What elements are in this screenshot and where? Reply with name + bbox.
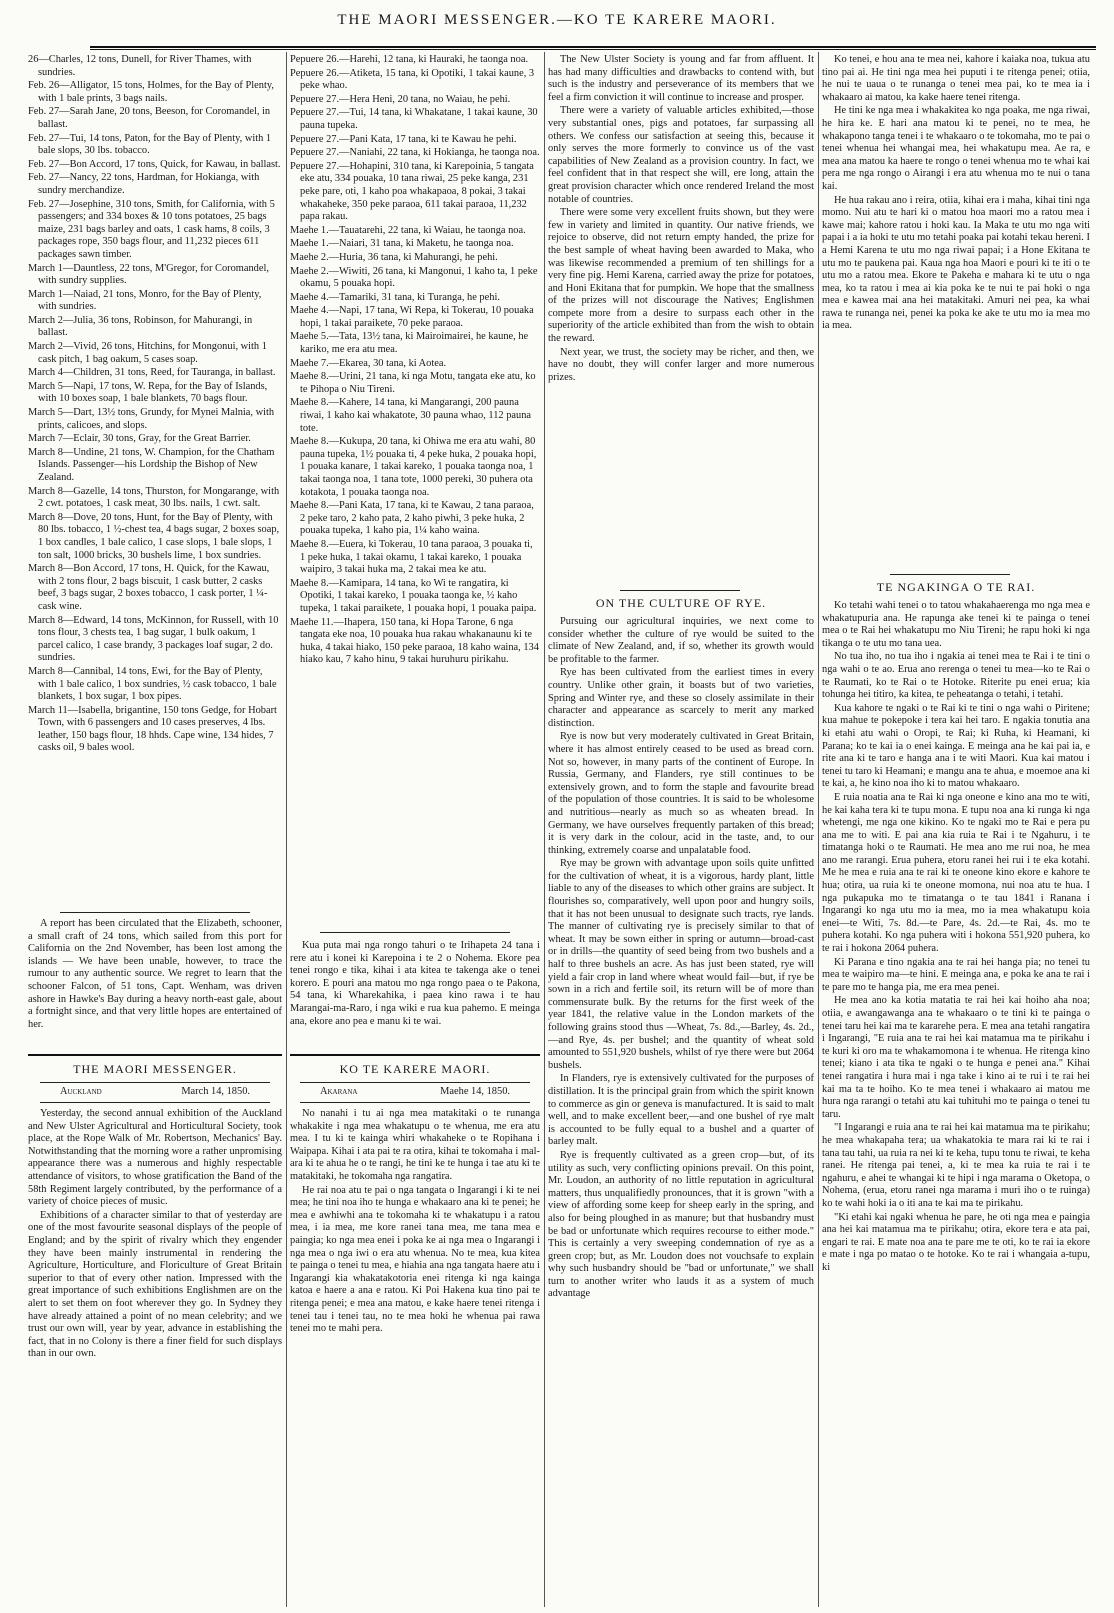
masthead-rule	[40, 1082, 270, 1083]
paragraph: Maehe 8.—Pani Kata, 17 tana, ki te Kawau, 2 tana paraoa, 2 peke taro, 2 kaho pata, 2 kaho piwhi, 3 peke huka, 2 pouaka tupeka, 1 kaho pia, 1¼ kaho waina.	[290, 500, 534, 537]
paragraph: In Flanders, rye is extensively cultivated for the purposes of distillation. It is the principal grain from which the spirit known to commerce as gin or geneva is manufactured. It is said to malt well, and to make excellent beer,—and one bushel of rye malt is accounted to be fully equal to a bushel and a quarter of barley malt.	[548, 1073, 814, 1148]
paragraph: Feb. 27—Bon Accord, 17 tons, Quick, for Kawau, in ballast.	[28, 158, 281, 170]
paragraph: Pepuere 26.—Atiketa, 15 tana, ki Opotiki, 1 takai kaune, 3 peke whao.	[290, 67, 535, 92]
paragraph: He rai noa atu te pai o nga tangata o Ingarangi i ki te nei mea; he tini noa iho te hunga e whakaaro ana ki te penei; he mea e awhiwhi ana te tokomaha ki te whakatupu i a ratou mea, i ia mea, me kore ranei tana mea, me tana mea e paingia; ko nga mea enei i poka ke ai nga mea o Ingarangi i nga mea o nga iwi o era atu whenua. No te mea, kua kitea te painga o tenei tu mea, e hiahia ana nga tangata haere atu i Ingarangi kia whakatakotoria enei ritenga ki nga kainga katoa e haere a ana e ratou. Ki Poi Hakena kua tino pai te ritenga penei; e mea ana matou, e kake haere tenei ritenga i tenei tau i tenei tau, no te mea hoki he whenua pai rawa tenei mo te mahi pera.	[290, 1184, 540, 1335]
paragraph: Maehe 5.—Tata, 13½ tana, ki Mairoimairei, he kaune, he kariko, me era atu mea.	[290, 331, 529, 356]
editorial-maori-part2	[822, 54, 1090, 584]
section-rule	[620, 590, 740, 591]
paragraph: March 8—Gazelle, 14 tons, Thurston, for Mongarange, with 2 cwt. potatoes, 1 cask meat, 30 lbs. nails, 1 cwt. salt.	[28, 485, 280, 510]
paragraph: Maehe 1.—Tauatarehi, 22 tana, ki Waiau, he taonga noa.	[290, 224, 526, 236]
paragraph: March 8—Edward, 14 tons, McKinnon, for Russell, with 10 tons flour, 3 chests tea, 1 bag sugar, 1 bulk oakum, 1 parcel calico, 1 case brandy, 3 packages loaf sugar, 2 do. sundries.	[28, 614, 279, 664]
paragraph: 26—Charles, 12 tons, Dunell, for River Thames, with sundries.	[28, 54, 252, 78]
paragraph: Feb. 27—Josephine, 310 tons, Smith, for California, with 5 passengers; and 334 boxes & 10 tons potatoes, 25 bags maize, 231 bags barley and oats, 1 cask hams, 8 coils, 3 packages rope, 350 bags flour, and 11,232 pieces 611 packages sawn timber.	[28, 198, 275, 260]
paragraph: March 8—Bon Accord, 17 tons, H. Quick, for the Kawau, with 2 tons flour, 2 bags biscuit, 1 cask butter, 2 casks beef, 3 bags sugar, 2 boxes tobacco, 1 cask porter, 1 ¼-cask wine.	[28, 563, 270, 612]
paragraph: Pepuere 27.—Naniahi, 22 tana, ki Hokianga, he taonga noa.	[290, 147, 540, 159]
masthead-rule	[290, 1054, 540, 1056]
maori-dateline	[320, 1086, 510, 1097]
masthead-rule	[300, 1102, 530, 1103]
paragraph: He hua rakau ano i reira, otiia, kihai era i maha, kihai tini nga momo. Nui atu te hari ki o matou hoa maori mo a ratou mea i kawe mai; kahore ratou i hoki kau. Ia Maka te utu mo nga witi papai i a ia hoki te utu mo tetahi poaka pai kotahi tekau hereni. I a Hemi Karena te utu mo nga riwai papai; i a Hone Ekitana te utu mo te paukena pai. Kaua nga hoa Maori e pouri ki te iti o te utu mo a ratou mea. Ekore te Pakeha e mahara ki te utu o nga mea, ko ta ratou i mea ai kia poka ke te nui te pai hoki o nga mea e kawea mai ana hei matakitaki. Amuri nei pea, ka whai rawa te runanga nei, penei ka poka ke ake te utu mo ia mea mo ia mea.	[822, 194, 1090, 332]
paragraph: Pepuere 27.—Hohapini, 310 tana, ki Karepoinia, 5 tangata eke atu, 334 pouaka, 10 tana riwai, 25 peke kanga, 231 peke pare, oti, 1 kaho poa whakapaoa, 8 pokai, 3 takai whakaheke, 350 peke paraoa, 611 takai paraoa, 11,232 papa rakau.	[290, 160, 534, 223]
paragraph: Maehe 1.—Naiari, 31 tana, ki Maketu, he taonga noa.	[290, 238, 514, 250]
section-rule	[890, 574, 1010, 575]
editorial-maori-part1	[290, 1108, 540, 1608]
report-maori	[290, 940, 540, 1046]
paragraph: Feb. 27—Tui, 14 tons, Paton, for the Bay of Plenty, with 1 bale slops, 30 lbs. tobacco.	[28, 132, 272, 157]
paragraph: March 2—Vivid, 26 tons, Hitchins, for Mongonui, with 1 cask pitch, 1 bag oakum, 5 cases soap.	[28, 341, 267, 365]
paragraph: Feb. 27—Sarah Jane, 20 tons, Beeson, for Coromandel, in ballast.	[28, 106, 271, 130]
paragraph: Feb. 27—Nancy, 22 tons, Hardman, for Hokianga, with sundry merchandize.	[28, 172, 260, 196]
paragraph: Rye is now but very moderately cultivated in Great Britain, where it has almost entirely ceased to be used as bread corn. Not so, however, in many parts of the continent of Europe. In Russia, Germany, and Flanders, rye still continues to be extensively grown, and to form the staple and favourite bread of the population of those countries. It is said to be wholesome and nutritious—nearly as much so as wheaten bread. In Germany, we have ourselves frequently partaken of this bread; it is very dark in the colour, acid in the taste, and, to our thinking, extremely coarse and unpalatable food.	[548, 731, 814, 856]
section-rule	[320, 932, 510, 933]
paragraph: March 2—Julia, 36 tons, Robinson, for Mahurangi, in ballast.	[28, 314, 253, 339]
paragraph: Maehe 8.—Urini, 21 tana, ki nga Motu, tangata eke atu, ko te Pihopa o Niu Tireni.	[290, 371, 536, 395]
rye-english-heading: ON THE CULTURE OF RYE.	[595, 596, 767, 610]
masthead-rule	[40, 1102, 270, 1103]
column-divider	[286, 52, 287, 1607]
paragraph: Ki Parana e tino ngakia ana te rai hei hanga pia; no tenei tu mea te waipiro ma—te hini. E meinga ana, e poka ke ana te rai i te pare mo te hanga pia, me era mea penei.	[822, 956, 1090, 993]
paragraph: Rye may be grown with advantage upon soils quite unfitted for the cultivation of wheat, it is a vigorous, hardy plant, little liable to any of the diseases to which other grains are subject. It flourishes so, comparatively, well upon poor and hungry soils, that it has not been unusual to designate such tracts, rye lands. The manner of cultivating rye is precisely similar to that of wheat. It may be sown either in spring or autumn—broad-cast or in drills—the quantity of seed being from two bushels and a half to three bushels an acre. As has just been stated, rye will yield a fair crop in land where wheat would fail—but, if rye be sown in a rich and fertile soil, its return will be of more than commensurate bulk. By the returns for the first week of the year 1841, the relative value in the London markets of the following grains stood thus —Wheat, 7s. 8d.,—Barley, 4s. 2d.,—and Rye, 4s. per bushel; and the quantity of wheat sold amounted to 551,920 bushels, whilst of rye there were but 2064 bushels.	[548, 858, 814, 1071]
shipping-list-maori	[290, 54, 540, 900]
paragraph: March 1—Naiad, 21 tons, Monro, for the Bay of Plenty, with sundries.	[28, 288, 262, 313]
english-dateline	[60, 1086, 250, 1097]
english-masthead-title: THE MAORI MESSENGER.	[73, 1062, 237, 1076]
paragraph: There were some very excellent fruits shown, but they were few in variety and limited in quantity. Our native friends, we rejoice to observe, did not return empty handed, the prize for the best sample of wheat having been awarded to Maka, who was likewise recommended a premium of ten shillings for a very fine pig. Hemi Karena, carried away the prize for potatoes, and Honi Ekitana that for pumpkin. We hope that the smallness of the prizes will not discourage the Natives; Englishmen compete more from a desire to surpass each other in the superiority of the article exhibited than from the wish to obtain the reward.	[548, 207, 814, 345]
paragraph: Maehe 7.—Ekarea, 30 tana, ki Aotea.	[290, 357, 447, 369]
paragraph: Ko tetahi wahi tenei o to tatou whakahaerenga mo nga mea e whakatupuria ana. He rapunga ake tenei ki te painga o tenei mea o te Rai hei whakatupu mo Niu Tireni; he rapu hoki ki nga tikanga o te utu mo tana uea.	[822, 600, 1090, 649]
paragraph: The New Ulster Society is young and far from affluent. It has had many difficulties and drawbacks to contend with, but such is the industry and perseverance of its members that we feel a firm conviction it will continue to increase and prosper.	[548, 54, 814, 103]
paragraph: Pursuing our agricultural inquiries, we next come to consider whether the culture of rye would be suited to the climate of New Zealand, and, if so, whether its growth would be profitable to the farmer.	[548, 616, 814, 665]
paragraph: No tua iho, no tua iho i ngakia ai tenei mea te Rai i te tini o nga wahi o te ao. Erua ano rerenga o tenei tu mea—ko te Rai o te Raumati, ko te Rai o te Hotoke. Riterite pu enei erua; kia tohunga hei titiro, ka kitea, te peheatanga o tetahi, i tetahi.	[822, 651, 1090, 701]
column-divider	[544, 52, 545, 1607]
paragraph: March 8—Cannibal, 14 tons, Ewi, for the Bay of Plenty, with 1 bale calico, 1 box sundries, ½ cask tobacco, 1 bale blankets, 1 box sugar, 1 box pipes.	[28, 665, 277, 703]
paragraph: Maehe 8.—Kamipara, 14 tana, ko Wi te rangatira, ki Opotiki, 1 takai kareko, 1 pouaka taonga ke, ½ kaho tupeka, 1 takai paraikete, 1 pouaka hopi, 1 pouaka paipa.	[290, 577, 537, 614]
page-header	[0, 6, 1114, 46]
masthead-rule	[28, 1054, 282, 1056]
paragraph: Rye is frequently cultivated as a green crop—but, of its utility as such, very conflicting opinions prevail. On this point, Mr. Loudon, an authority of no little reputation in agricultural matters, thus unqualifiedly pronounces, that it is grown "with a view of affording some keep for sheep early in the spring, and also for being ploughed in as manure; but that husbandry must be bad or unfortunate which requires recourse to either mode." This is certainly a very sweeping condemnation of rye as a green crop; but, as Mr. Loudon does not vouchsafe to explain why such husbandry should be "bad or unfortunate," we shall turn to another writer who lauds it as a system of much advantage	[548, 1149, 814, 1300]
paragraph: "Ki etahi kai ngaki whenua he pare, he oti nga mea e paingia ana hei kai matamua ma te pirikahu; otira, ekore tera e ata pai, engari te rai. E mate noa ana te pare me te oti, ko te rai ia ekore e mate i nga po matao o te hotoke. Ko te rai i whangaia a-tupu, ki	[822, 1211, 1090, 1273]
maori-masthead-title: KO TE KARERE MAORI.	[339, 1062, 491, 1076]
editorial-english-part2	[548, 54, 814, 584]
paragraph: E ruia noatia ana te Rai ki nga oneone e kino ana mo te witi, he kai kaha tera ki te tupu mona. E tupu noa ana ki runga ki nga whetengi, me nga one kikino. Ko te ngaki mo te Rai e pera pu ana me to witi. E pai ana kia ruia te Rai i te Ngahuru, i te timatanga hoki o te Raumati. He mea ano me rui noa, he mea ano me rarangi. Erua puhera, etoru ranei hei rui i te eka kotahi. Me he mea e ruia ana te rai ki te oneone kino ekore e kahore te hua; otira, ua ruia ki te oneone momona, nui noa atu te hua. I nga pukapuka mo te timatanga o te tau 1841 i Ranana i Ingarangi ko nga utu mo ia mea, mo ia mea whakatupu koia enei—te Witi, 7s. 8d.—te Pare, 4s. 2d.—te Rai, 4s. mo te puhera kotahi. Ko nga puhera witi i hokona 551,920 puhera, ko te rai i hokona 2064 puhera.	[822, 791, 1090, 955]
masthead-rule	[300, 1082, 530, 1083]
paragraph: Next year, we trust, the society may be richer, and then, we have no doubt, they will confer larger and more numerous prizes.	[548, 346, 814, 383]
paragraph: March 8—Undine, 21 tons, W. Champion, for the Chatham Islands. Passenger—his Lordship the Bishop of New Zealand.	[28, 446, 275, 483]
paragraph: Maehe 11.—Ihapera, 150 tana, ki Hopa Tarone, 6 nga tangata eke noa, 10 pouaka hua rakau whakanaunu ki te huka, 4 takai hiako, 150 peke paraoa, 18 kaho waina, 134 hiako kau, 7 kaho hinu, 9 takai huruhuru pirikahu.	[290, 616, 539, 666]
report-english-text: A report has been circulated that the Elizabeth, schooner, a small craft of 24 tons, which sailed from this port for California on the 2nd November, has been lost among the islands — We have been unable, however, to trace the rumour to any authentic source. We regret to learn that the schooner Falcon, of 51 tons, Capt. Wenham, was driven ashore in Hawke's Bay during a heavy north-east gale, about a fortnight since, and that very little hopes are entertained of her.	[28, 918, 282, 1030]
rye-article-maori	[822, 600, 1090, 1608]
paragraph: Exhibitions of a character similar to that of yesterday are one of the most favourite seasonal displays of the people of England; and by the spirit of rivalry which they engender they have been mainly instrumental in rendering the Agriculture, Horticulture, and Floriculture of Great Britain superior to that of every other nation. Impressed with the great importance of such exhibitions Englishmen are on the alert to set them on foot wherever they go. In Sydney they have already attained a point of no mean celebrity; and we trust our own will, year by year, advance in establishing the fact, that in no Colony is there a finer field for such displays than in our own.	[28, 1209, 282, 1360]
paragraph: Kua kahore te ngaki o te Rai ki te tini o nga wahi o Piritene; kua mahue te pokepoke i tera kai hei taro. E ngakia tonutia ana ki etahi atu wahi o Oropi, te Rai; ki Ruha, ki Heamani, ki Parana; ko te kai ia o enei kainga. E meinga ana he kai pai ia, e rite ana ki te taro e hanga ana i te witi Maori. Kua kai matou i tenei tu taro ki Heamani; e mangu ana te ahua, e moemoe ana ki te kai, a, he kino noa iho ki to matou whakaaro.	[822, 702, 1090, 790]
paragraph: "I Ingarangi e ruia ana te rai hei kai matamua ma te pirikahu; he mea whakapaha tera; ua whakatokia te mara rai ki te rai i tana tau tahi, ua ruia ra nei ki te keha, tupu tonu te riwai, te keha ranei. He ritenga pai tenei, a, ki te mea ka ruia te rai i te ngahuru, e ahei te whangai ki te hipi i nga marama o Oketopa, o Nohema, (erua, etoru ranei nga marama i muri iho o te ruinga) ko te wahi hoki ia o iti ana te kai ma te pirikahu.	[822, 1122, 1090, 1209]
english-dateline-date: March 14, 1850.	[181, 1086, 250, 1097]
paragraph: March 8—Dove, 20 tons, Hunt, for the Bay of Plenty, with 80 lbs. tobacco, 1 ½-chest tea, 4 bags sugar, 2 boxes soap, 1 box candles, 1 bale calico, 1 case slops, 1 bale slops, 1 ton salt, 1000 bricks, 30 bushels lime, 1 box sundries.	[28, 511, 280, 561]
english-dateline-place: Auckland	[60, 1086, 102, 1097]
paragraph: Ko tenei, e hou ana te mea nei, kahore i kaiaka noa, tukua atu tino pai ai. He tini nga mea hei puputi i te ritenga penei; otiia, he nui te uaua o te runanga o tenei mea pai, ko te mea ia i whakaaro ai matou, ka kake haere tenei ritenga.	[822, 54, 1090, 103]
editorial-english-part1	[28, 1108, 282, 1608]
paragraph: Pepuere 26.—Harehi, 12 tana, ki Hauraki, he taonga noa.	[290, 54, 529, 65]
paragraph: Pepuere 27.—Tui, 14 tana, ki Whakatane, 1 takai kaune, 30 pauna tupeka.	[290, 107, 538, 131]
paragraph: March 7—Eclair, 30 tons, Gray, for the Great Barrier.	[28, 433, 251, 445]
header-rule	[90, 46, 1096, 48]
paragraph: March 1—Dauntless, 22 tons, M'Gregor, for Coromandel, with sundry supplies.	[28, 262, 269, 287]
paragraph: Maehe 8.—Kukupa, 20 tana, ki Ohiwa me era atu wahi, 80 pauna tupeka, 1½ pouaka ti, 4 peke huka, 2 pouaka hopi, 1 pouaka kanare, 1 takai kareko, 1 pouaka taonga noa, 1 takai taonga noa, 1 tana tote, 1000 pereki, 30 puhera ota kotakota, 1 pouaka taonga noa.	[290, 436, 537, 498]
section-rule	[60, 912, 250, 913]
paragraph: Maehe 2.—Huria, 36 tana, ki Mahurangi, he pehi.	[290, 251, 498, 263]
paragraph: He mea ano ka kotia matatia te rai hei kai hoiho aha noa; otiia, e awangawanga ana te whakaaro o te tini ki te painga o tenei taru hei kai ma te kararehe pera. E mea ana tetahi rangatira i Ingarangi, "E ruia ana te rai hei kai matamua ma te pirikahu i te kuri ki oro ma te whakamomona i te whenua. He ritenga kino tenei; kiano i ata tika te ngaki o te hunga e penei ana." Kihai tenei rangatira i hura mai i nga take i kino ai te rui i te rai hei kai ma ta te hoiho. Ko te mea tenei i whakaaro ai matou me hura nga rarangi o tetahi atu kai tuhituhi mo te painga o tenei tu taru.	[822, 995, 1090, 1120]
paragraph: Maehe 4.—Napi, 17 tana, Wi Repa, ki Tokerau, 10 pouaka hopi, 1 takai paraikete, 70 peke paraoa.	[290, 305, 534, 329]
paragraph: March 11—Isabella, brigantine, 150 tons Gedge, for Hobart Town, with 6 passengers and 10 cases preserves, 4 lbs. leather, 150 bags flour, 18 hhds. Cape wine, 134 hides, 7 casks oil, 9 bales wool.	[28, 704, 277, 754]
paragraph: There were a variety of valuable articles exhibited,—those very substantial ones, pigs and potatoes, far surpassing all others. We confess our satisfaction at seeing this, because it only serves the more formerly to convince us of the vast capabilities of New Zealand as a provision country. In fact, we feel confident that in that respect she will, ere long, attain the great provision character which once rendered Ireland the most notable of countries.	[548, 105, 814, 205]
header-rule-thin	[90, 49, 1096, 50]
paragraph: March 5—Napi, 17 tons, W. Repa, for the Bay of Islands, with 10 boxes soap, 1 bale blankets, 70 bags flour.	[28, 380, 268, 405]
paragraph: Pepuere 27.—Hera Heni, 20 tana, no Waiau, he pehi.	[290, 93, 511, 105]
paragraph: He tini ke nga mea i whakakitea ko nga poaka, me nga riwai, he hira ke. E hari ana matou ki te penei, no te mea, he whakapono tanga tenei i te whakaaro o te tokomaha, mo te pai o tenei whenua hei whangai mea, hei whakatupu mea. Ae ra, e mea ana matou ka haere te rongo o tenei whenua mo te whai kai pera me nga rongo o Airangi i era atu whenua mo te nui o tana kai.	[822, 105, 1090, 192]
paragraph: No nanahi i tu ai nga mea matakitaki o te runanga whakakite i nga mea whakatupu o te whenua, me era atu mea. I tu ki te kainga whiri whakaheke o te Ropihana i Waipapa. Kihai i ata pai te ra otira, kihai te tokomaha i mal-ara ki te ahua he o te rangi, he tini ke te hunga i tae atu ki te matakitaki, he tokomaha nga rangatira.	[290, 1108, 540, 1182]
column-divider	[818, 52, 819, 1607]
paragraph: March 5—Dart, 13½ tons, Grundy, for Mynei Malnia, with prints, calicoes, and slops.	[28, 407, 275, 431]
paragraph: Maehe 4.—Tamariki, 31 tana, ki Turanga, he pehi.	[290, 291, 500, 303]
running-title: THE MAORI MESSENGER.—KO TE KARERE MAORI.	[337, 12, 777, 28]
report-maori-text: Kua puta mai nga rongo tahuri o te Irihapeta 24 tana i rere atu i konei ki Karepoina i te 2 o Nohema. Ekore pea tenei rongo e tika, kihai i ata kitea te takenga ake o tenei korero. E pouri ana matou mo nga rongo paea o te Pakona, 54 tana, ki Wharekahika, i paea kino rawa i te hau Marangai-ma-Raro, i nga wiki e rua kua pahemo. E meinga ana, ekore ano pea e manu ki te wai.	[290, 940, 540, 1027]
report-english	[28, 918, 282, 1046]
paragraph: Maehe 8.—Kahere, 14 tana, ki Mangarangi, 200 pauna riwai, 1 kaho kai whakatote, 30 pauna whao, 112 pauna tote.	[290, 397, 532, 434]
paragraph: Pepuere 27.—Pani Kata, 17 tana, ki te Kawau he pehi.	[290, 133, 517, 145]
paragraph: Rye has been cultivated from the earliest times in every country. Unlike other grain, it boasts but of two varieties, Spring and Winter rye, and these so closely assimilate in their character and appearance as scarcely to merit any marked distinction.	[548, 667, 814, 729]
rye-maori-heading: TE NGAKINGA O TE RAI.	[876, 580, 1036, 594]
rye-article-english	[548, 616, 814, 1608]
maori-dateline-date: Maehe 14, 1850.	[440, 1086, 510, 1097]
paragraph: Feb. 26—Alligator, 15 tons, Holmes, for the Bay of Plenty, with 1 bale prints, 3 bags nails.	[28, 80, 274, 104]
paragraph: Yesterday, the second annual exhibition of the Auckland and New Ulster Agricultural and Horticultural Society, took place, at the Rope Walk of Mr. Robertson, Mechanics' Bay. Notwithstanding that the morning wore a rather unpromising appearance there was a numerous and highly respectable attendance of visitors, to whose gratification the Band of the 58th Regiment largely contributed, by the performance of a variety of choice pieces of music.	[28, 1108, 282, 1208]
maori-dateline-place: Akarana	[320, 1086, 358, 1097]
paragraph: Maehe 2.—Wiwiti, 26 tana, ki Mangonui, 1 kaho ta, 1 peke okamu, 5 pouaka hopi.	[290, 265, 538, 290]
paragraph: Maehe 8.—Euera, ki Tokerau, 10 tana paraoa, 3 pouaka ti, 1 peke huka, 1 takai okamu, 1 takai kareko, 1 pouaka waipiro, 3 takai huka ma, 2 takai mea ke atu.	[290, 538, 533, 576]
shipping-list-english	[28, 54, 282, 900]
paragraph: March 4—Children, 31 tons, Reed, for Tauranga, in ballast.	[28, 367, 276, 379]
